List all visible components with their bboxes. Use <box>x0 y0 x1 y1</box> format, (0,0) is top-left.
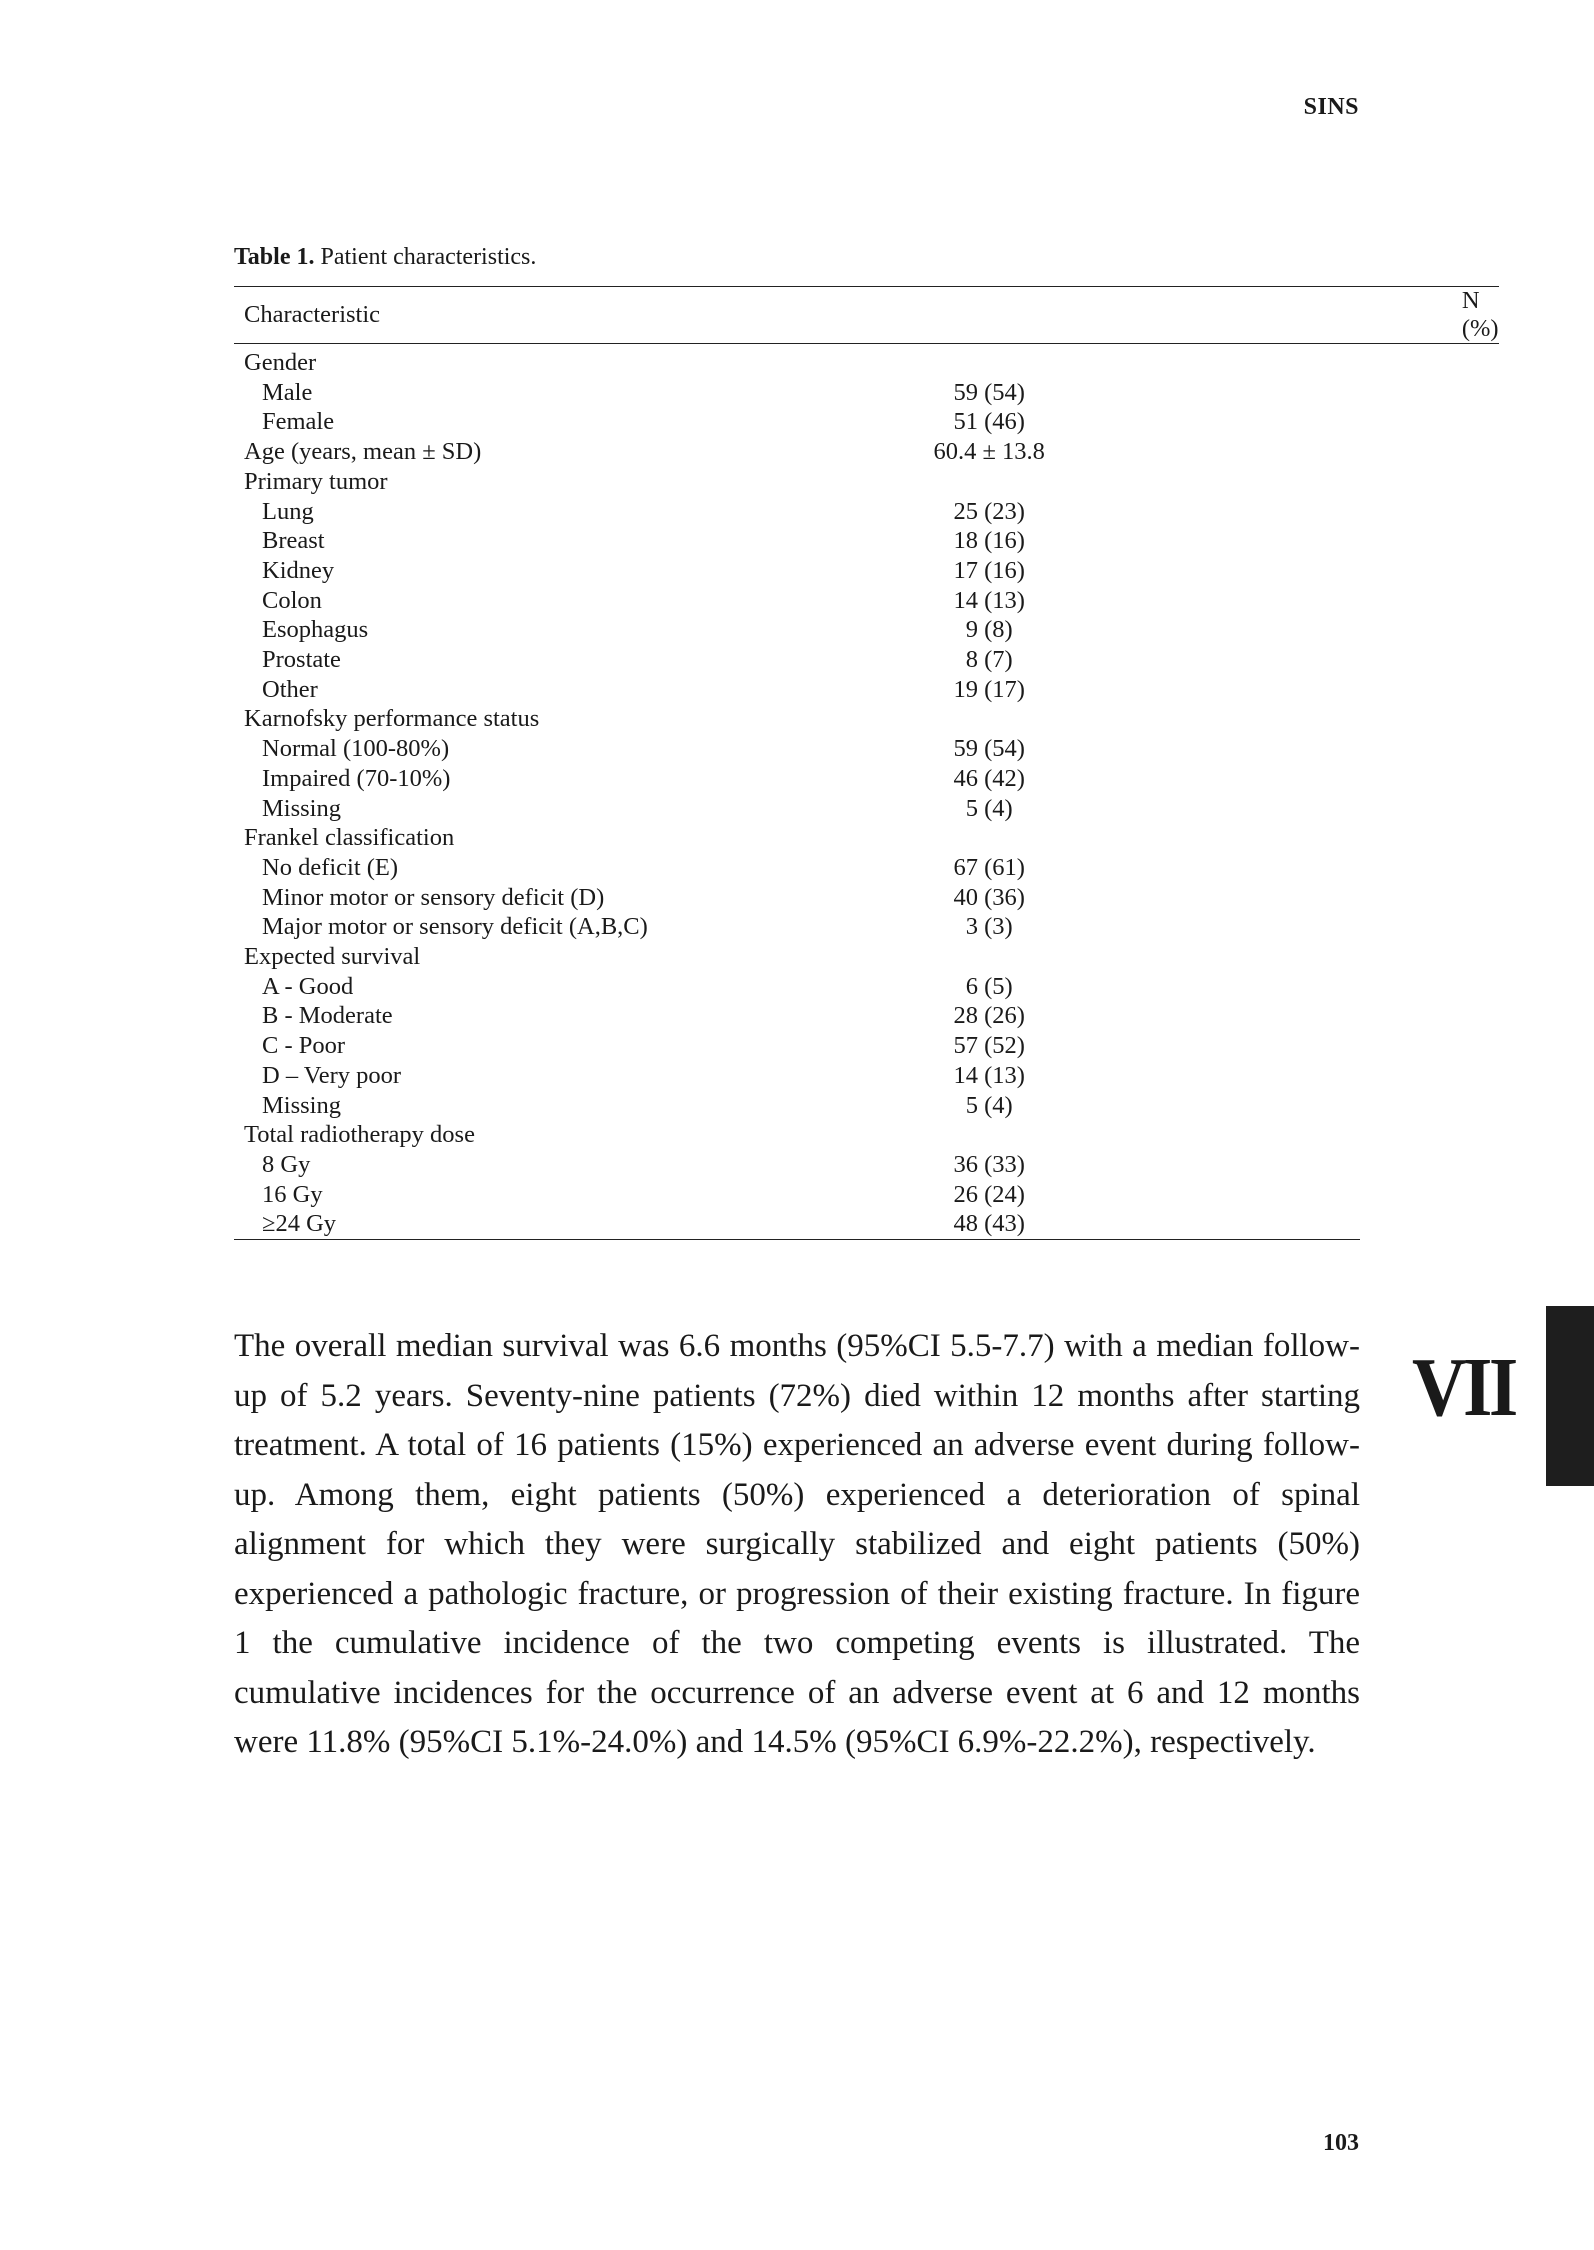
row-label: Missing <box>262 794 341 822</box>
row-value: 5 (4) <box>965 794 1013 822</box>
row-value: 17 (16) <box>953 556 1025 584</box>
row-value: 18 (16) <box>953 527 1025 555</box>
row-label: Gender <box>244 349 317 376</box>
row-label: C - Poor <box>262 1032 346 1060</box>
table-group-row <box>234 1120 1499 1150</box>
row-value <box>648 823 1499 853</box>
row-label: No deficit (E) <box>262 853 399 881</box>
body-paragraph: The overall median survival was 6.6 months (95%CI 5.5-7.7) with a median follow-up of 5.2 years. Seventy-nine patients (72%) died within 12 months after starting treatment. A total of 16 patients (15%) experienced an adverse event during follow-up. Among them, eight patients (50%) experienced a deterioration of spinal alignment for which they were surgically stabilized and eight patients (50%) experienced a pathologic fracture, or progression of their existing fracture. In figure 1 the cumulative incidence of the two competing events is illustrated. The cumulative incidences for the occurrence of an adverse event at 6 and 12 months were 11.8% (95%CI 5.1%-24.0%) and 14.5% (95%CI 6.9%-22.2%), respectively. <box>234 1328 1360 1760</box>
table-row <box>234 526 1499 556</box>
row-label: Primary tumor <box>244 467 388 495</box>
row-label: Total radiotherapy dose <box>244 1121 475 1149</box>
row-value <box>648 344 1499 378</box>
table-group-row <box>234 704 1499 734</box>
row-value: 51 (46) <box>953 408 1025 436</box>
row-label: Impaired (70-10%) <box>262 764 451 792</box>
table-group-row <box>234 344 1499 378</box>
row-value: 48 (43) <box>953 1210 1025 1238</box>
row-value: 59 (54) <box>953 735 1025 763</box>
table-caption-text: Patient characteristics. <box>314 244 537 270</box>
row-label: Female <box>262 408 335 436</box>
row-value: 6 (5) <box>965 972 1013 1000</box>
table-row <box>234 1001 1499 1031</box>
table-row <box>234 378 1499 408</box>
table-row <box>234 794 1499 824</box>
row-value: 5 (4) <box>965 1091 1013 1119</box>
row-label: Missing <box>262 1091 341 1119</box>
table-bottom-rule <box>234 1239 1360 1240</box>
row-value <box>648 1120 1499 1150</box>
row-label: Major motor or sensory deficit (A,B,C) <box>262 913 648 941</box>
running-title: SINS <box>1303 94 1359 120</box>
row-label: 16 Gy <box>262 1180 323 1208</box>
row-value: 59 (54) <box>953 378 1025 406</box>
table-body <box>234 344 1499 1240</box>
data-table <box>234 286 1499 1239</box>
row-value: 19 (17) <box>953 675 1025 703</box>
page-number: 103 <box>1323 2130 1359 2156</box>
row-label: Expected survival <box>244 943 421 971</box>
row-value <box>648 704 1499 734</box>
row-value: 14 (13) <box>953 586 1025 614</box>
row-label: Other <box>262 675 318 703</box>
row-label: 8 Gy <box>262 1150 311 1178</box>
row-label: Normal (100-80%) <box>262 735 450 763</box>
table-row <box>234 1091 1499 1121</box>
row-value: 46 (42) <box>953 764 1025 792</box>
row-label: Kidney <box>262 556 335 584</box>
chapter-thumb-tab <box>1546 1306 1594 1486</box>
column-header-characteristic: Characteristic <box>234 287 648 344</box>
row-label: Frankel classification <box>244 824 455 852</box>
row-label: ≥24 Gy <box>262 1210 337 1238</box>
row-value: 14 (13) <box>953 1061 1025 1089</box>
table-row <box>234 912 1499 942</box>
table-row <box>234 734 1499 764</box>
row-label: D – Very poor <box>262 1061 402 1089</box>
row-label: Minor motor or sensory deficit (D) <box>262 883 605 911</box>
table-row <box>234 1061 1499 1091</box>
table-caption-label: Table 1. <box>234 244 315 270</box>
table-row <box>234 1180 1499 1210</box>
row-value: 28 (26) <box>953 1002 1025 1030</box>
table-row <box>234 853 1499 883</box>
row-value: 67 (61) <box>953 853 1025 881</box>
row-label: Age (years, mean ± SD) <box>244 438 482 466</box>
row-value: 60.4 ± 13.8 <box>933 438 1045 466</box>
table-row <box>234 675 1499 705</box>
row-value: 40 (36) <box>953 883 1025 911</box>
row-value: 3 (3) <box>965 913 1013 941</box>
row-label: A - Good <box>262 972 354 1000</box>
table-row <box>234 764 1499 794</box>
row-label: Breast <box>262 527 325 555</box>
column-header-n-percent: N (%) <box>648 287 1499 344</box>
table-row <box>234 645 1499 675</box>
table-group-row <box>234 467 1499 497</box>
table-row <box>234 556 1499 586</box>
row-value <box>648 942 1499 972</box>
table-row <box>234 407 1499 437</box>
patient-characteristics-table <box>234 286 1499 1240</box>
table-caption <box>234 244 536 271</box>
row-label: Lung <box>262 497 314 525</box>
table-row <box>234 1150 1499 1180</box>
table-row <box>234 972 1499 1002</box>
table-group-row <box>234 437 1499 467</box>
row-value: 9 (8) <box>965 616 1013 644</box>
row-label: Colon <box>262 586 322 614</box>
table-row <box>234 586 1499 616</box>
table-row <box>234 1031 1499 1061</box>
table-header-row <box>234 287 1499 344</box>
table-row <box>234 615 1499 645</box>
row-label: Prostate <box>262 646 341 674</box>
table-row <box>234 1209 1499 1239</box>
table-group-row <box>234 823 1499 853</box>
row-label: Male <box>262 378 313 406</box>
row-value: 25 (23) <box>953 497 1025 525</box>
row-label: Esophagus <box>262 616 369 644</box>
row-value: 36 (33) <box>953 1150 1025 1178</box>
row-label: Karnofsky performance status <box>244 705 540 733</box>
row-value: 8 (7) <box>965 646 1013 674</box>
row-value <box>648 467 1499 497</box>
chapter-numeral: VII <box>1412 1341 1515 1434</box>
table-row <box>234 883 1499 913</box>
table-row <box>234 497 1499 527</box>
row-value: 57 (52) <box>953 1032 1025 1060</box>
row-value: 26 (24) <box>953 1180 1025 1208</box>
table-group-row <box>234 942 1499 972</box>
row-label: B - Moderate <box>262 1002 393 1030</box>
